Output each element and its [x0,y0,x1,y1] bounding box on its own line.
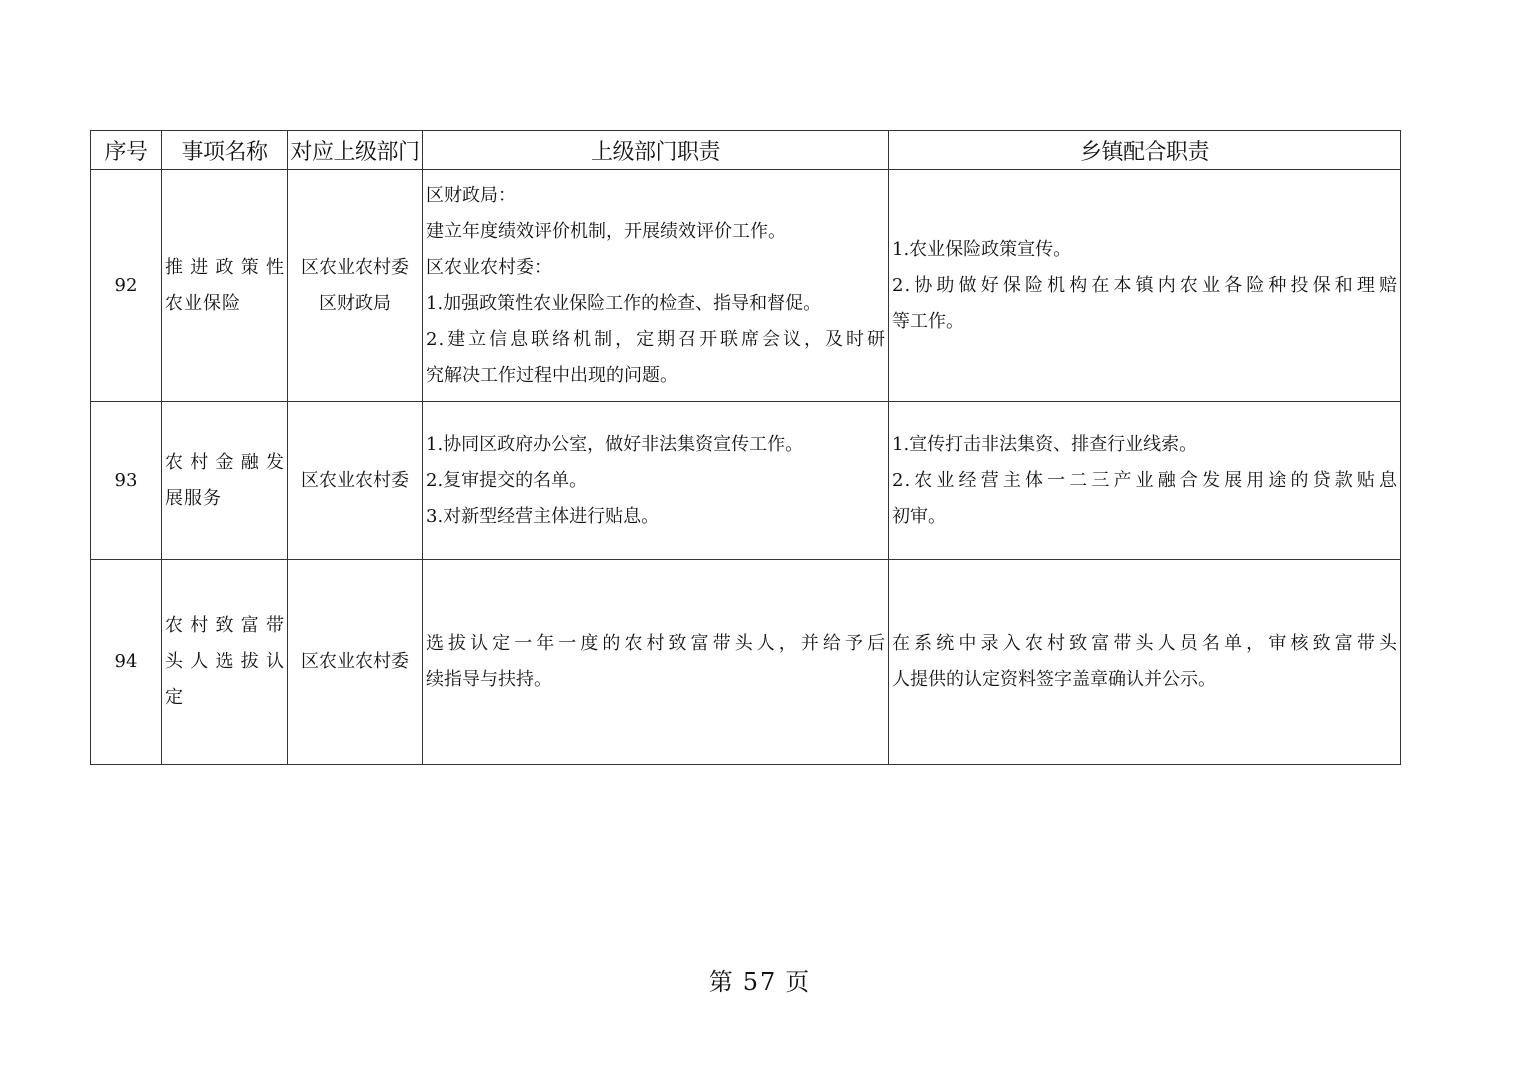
town-duty-line: 在系统中录入农村致富带头人员名单，审核致富带头 [892,633,1398,654]
upper-dept-line: 区农业农村委 [301,469,409,491]
town-duty [889,402,1401,560]
town-duty-line: 等工作。 [892,310,964,332]
duty-table [90,130,1401,765]
row-number: 92 [91,170,162,402]
page-footer [0,962,1520,997]
item-name [162,402,288,560]
header-upper-duty: 上级部门职责 [423,131,889,170]
upper-duty-line: 建立年度绩效评价机制，开展绩效评价工作。 [426,220,786,242]
upper-duty-line: 究解决工作过程中出现的问题。 [426,364,678,386]
item-name-line: 推进政策性 [165,256,285,278]
upper-duty-line: 2.复审提交的名单。 [426,469,588,491]
upper-dept-line: 区财政局 [319,292,391,314]
town-duty-line: 1.宣传打击非法集资、排查行业线索。 [892,433,1198,455]
upper-duty-line: 1.加强政策性农业保险工作的检查、指导和督促。 [426,292,822,314]
table-row [91,170,1401,402]
town-duty-line: 人提供的认定资料签字盖章确认并公示。 [892,669,1216,690]
town-duty-line: 初审。 [892,505,946,527]
table-row [91,402,1401,560]
page-number: 57 [742,968,778,996]
town-duty [889,560,1401,765]
town-duty-line: 1.农业保险政策宣传。 [892,238,1072,260]
town-duty-line: 2.协助做好保险机构在本镇内农业各险种投保和理赔 [892,274,1398,296]
upper-duty-line: 3.对新型经营主体进行贴息。 [426,505,660,527]
upper-dept-line: 区农业农村委 [301,256,409,278]
upper-duty-line: 续指导与扶持。 [426,669,552,690]
item-name-line: 头人选拔认 [165,651,285,672]
item-name-line: 定 [165,687,184,708]
upper-dept [288,170,423,402]
header-name: 事项名称 [162,131,288,170]
upper-duty [423,560,889,765]
header-town-duty: 乡镇配合职责 [889,131,1401,170]
upper-duty-line: 区财政局： [426,184,516,206]
upper-duty [423,170,889,402]
upper-dept [288,560,423,765]
town-duty-line: 2.农业经营主体一二三产业融合发展用途的贷款贴息 [892,469,1398,491]
header-no: 序号 [91,131,162,170]
upper-duty-line: 1.协同区政府办公室，做好非法集资宣传工作。 [426,433,804,455]
upper-dept-line: 区农业农村委 [301,651,409,672]
upper-duty-line: 2.建立信息联络机制，定期召开联席会议，及时研 [426,328,886,350]
row-number: 93 [91,402,162,560]
upper-duty [423,402,889,560]
header-dept: 对应上级部门 [288,131,423,170]
item-name-line: 农村致富带 [165,615,285,636]
upper-duty-line: 区农业农村委： [426,256,552,278]
item-name-line: 农业保险 [165,292,241,314]
item-name [162,170,288,402]
header-row [91,131,1401,170]
upper-duty-line: 选拔认定一年一度的农村致富带头人，并给予后 [426,633,886,654]
item-name-line: 展服务 [165,487,222,509]
town-duty [889,170,1401,402]
upper-dept [288,402,423,560]
item-name-line: 农村金融发 [165,451,285,473]
row-number: 94 [91,560,162,765]
page-footer-suffix: 页 [785,968,812,996]
item-name [162,560,288,765]
page-footer-prefix: 第 [708,968,735,996]
table-row [91,560,1401,765]
